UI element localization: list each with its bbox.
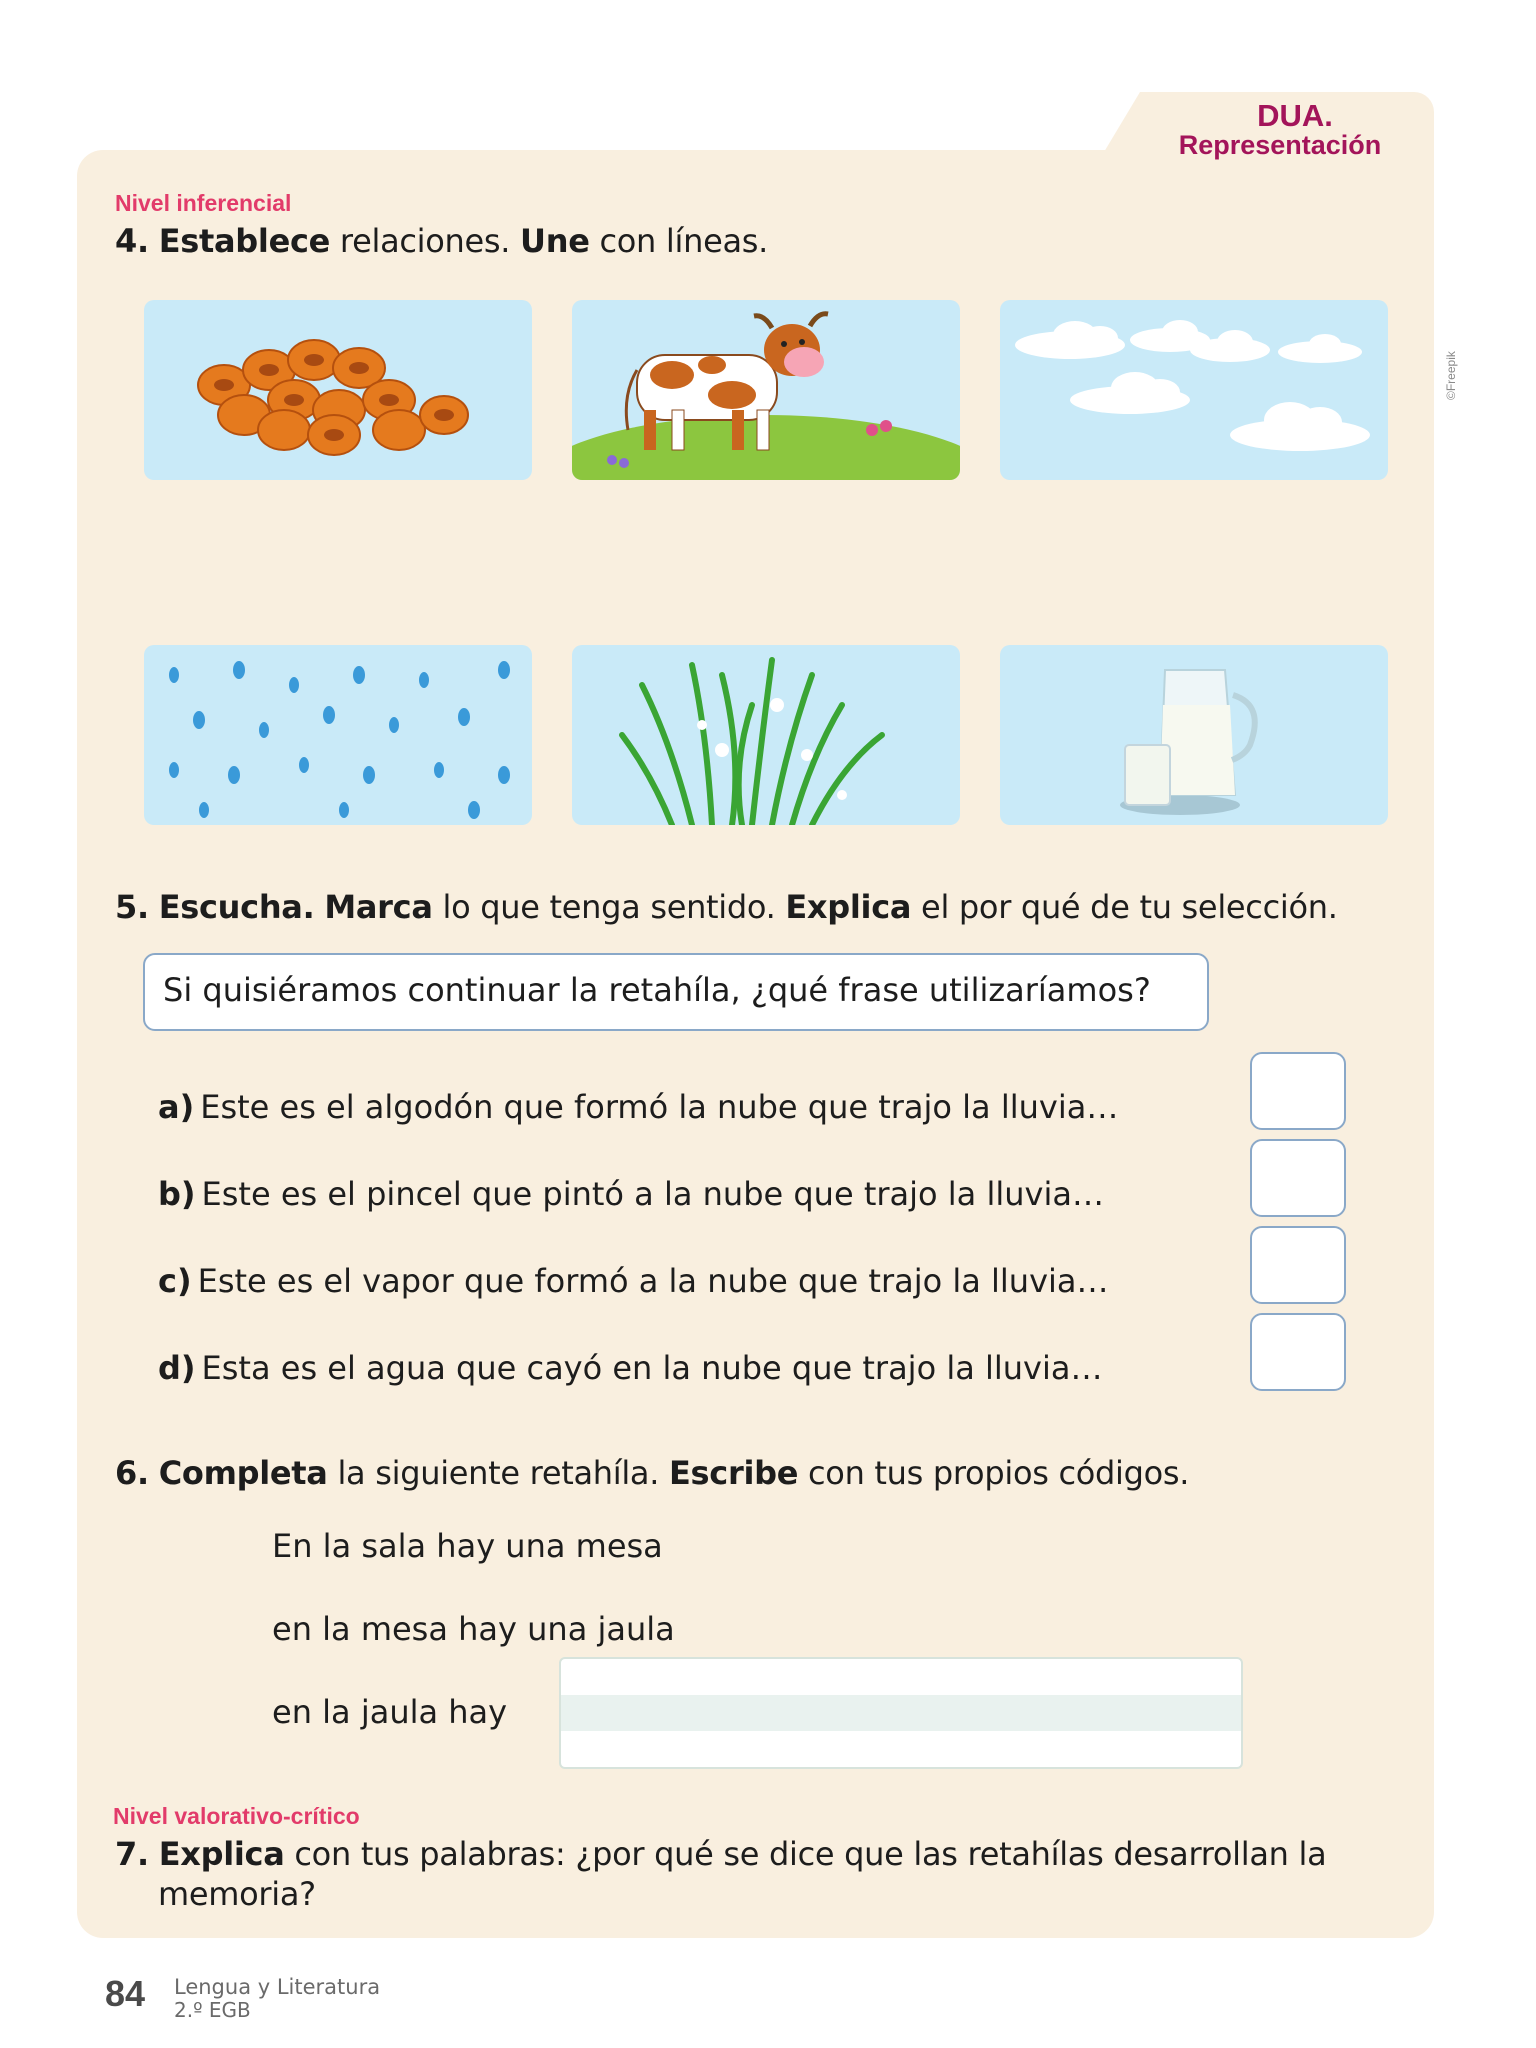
- instruction-text: el por qué de tu selección.: [911, 888, 1338, 926]
- question-number: 5.: [115, 888, 149, 926]
- option-letter: d): [158, 1349, 196, 1387]
- question-6: [115, 1454, 1189, 1492]
- instruction-verb: Une: [520, 222, 590, 260]
- cow-image[interactable]: [572, 300, 960, 480]
- milk-icon: [1000, 645, 1388, 825]
- option-letter: a): [158, 1088, 195, 1126]
- checkbox-a[interactable]: [1250, 1052, 1346, 1130]
- instruction-verb: Explica: [785, 888, 912, 926]
- prompt-box: [143, 953, 1209, 1031]
- option-text: Este es el pincel que pintó a la nube que trajo la lluvia…: [201, 1175, 1104, 1213]
- cow-icon: [572, 300, 960, 480]
- level-inferential: Nivel inferencial: [115, 190, 292, 216]
- dua-subtitle: Representación: [1178, 130, 1382, 160]
- write-guide-band: [561, 1695, 1241, 1731]
- instruction-text: con tus palabras: ¿por qué se dice que las retahílas desarrollan la: [284, 1835, 1327, 1873]
- option-c: [158, 1262, 1109, 1300]
- option-d: [158, 1349, 1102, 1387]
- instruction-verb: Establece: [158, 222, 331, 260]
- question-5: [115, 888, 1338, 926]
- footer-grade: 2.º EGB: [174, 1998, 251, 2022]
- question-4: [115, 222, 768, 260]
- rhyme-line-1: En la sala hay una mesa: [272, 1527, 663, 1565]
- instruction-text: relaciones.: [330, 222, 521, 260]
- option-letter: c): [158, 1262, 192, 1300]
- rhyme-line-3: en la jaula hay: [272, 1693, 508, 1731]
- option-text: Esta es el agua que cayó en la nube que trajo la lluvia…: [201, 1349, 1103, 1387]
- option-text: Este es el vapor que formó a la nube que trajo la lluvia…: [197, 1262, 1109, 1300]
- option-b: [158, 1175, 1104, 1213]
- instruction-verb: Completa: [158, 1454, 328, 1492]
- instruction-verb: Escucha.: [158, 888, 315, 926]
- level-critical: Nivel valorativo-crítico: [113, 1803, 360, 1829]
- instruction-text: con líneas.: [589, 222, 769, 260]
- clouds-icon: [1000, 300, 1388, 480]
- instruction-verb: Marca: [324, 888, 433, 926]
- question-7: [115, 1835, 1326, 1873]
- checkbox-c[interactable]: [1250, 1226, 1346, 1304]
- corn-image[interactable]: [144, 300, 532, 480]
- instruction-text: con tus propios códigos.: [798, 1454, 1190, 1492]
- checkbox-d[interactable]: [1250, 1313, 1346, 1391]
- question-number: 7.: [115, 1835, 149, 1873]
- instruction-text: lo que tenga sentido.: [432, 888, 786, 926]
- rhyme-line-2: en la mesa hay una jaula: [272, 1610, 675, 1648]
- question-number: 6.: [115, 1454, 149, 1492]
- dua-title: DUA.: [1257, 98, 1333, 133]
- instruction-text: la siguiente retahíla.: [327, 1454, 669, 1492]
- option-text: Este es el algodón que formó la nube que trajo la lluvia…: [200, 1088, 1119, 1126]
- option-letter: b): [158, 1175, 196, 1213]
- grass-icon: [572, 645, 960, 825]
- question-7-continued: memoria?: [158, 1875, 316, 1913]
- image-credit: ©Freepik: [1444, 351, 1458, 400]
- option-a: [158, 1088, 1118, 1126]
- rain-image[interactable]: [144, 645, 532, 825]
- rain-icon: [144, 645, 532, 825]
- corn-icon: [144, 300, 532, 480]
- clouds-image[interactable]: [1000, 300, 1388, 480]
- milk-image[interactable]: [1000, 645, 1388, 825]
- question-number: 4.: [115, 222, 149, 260]
- instruction-verb: Escribe: [668, 1454, 799, 1492]
- page-number: 84: [105, 1973, 146, 2014]
- footer-subject: Lengua y Literatura: [174, 1975, 381, 1999]
- answer-write-field[interactable]: [559, 1657, 1243, 1769]
- prompt-text: Si quisiéramos continuar la retahíla, ¿qué frase utilizaríamos?: [163, 971, 1151, 1009]
- instruction-verb: Explica: [158, 1835, 285, 1873]
- checkbox-b[interactable]: [1250, 1139, 1346, 1217]
- grass-image[interactable]: [572, 645, 960, 825]
